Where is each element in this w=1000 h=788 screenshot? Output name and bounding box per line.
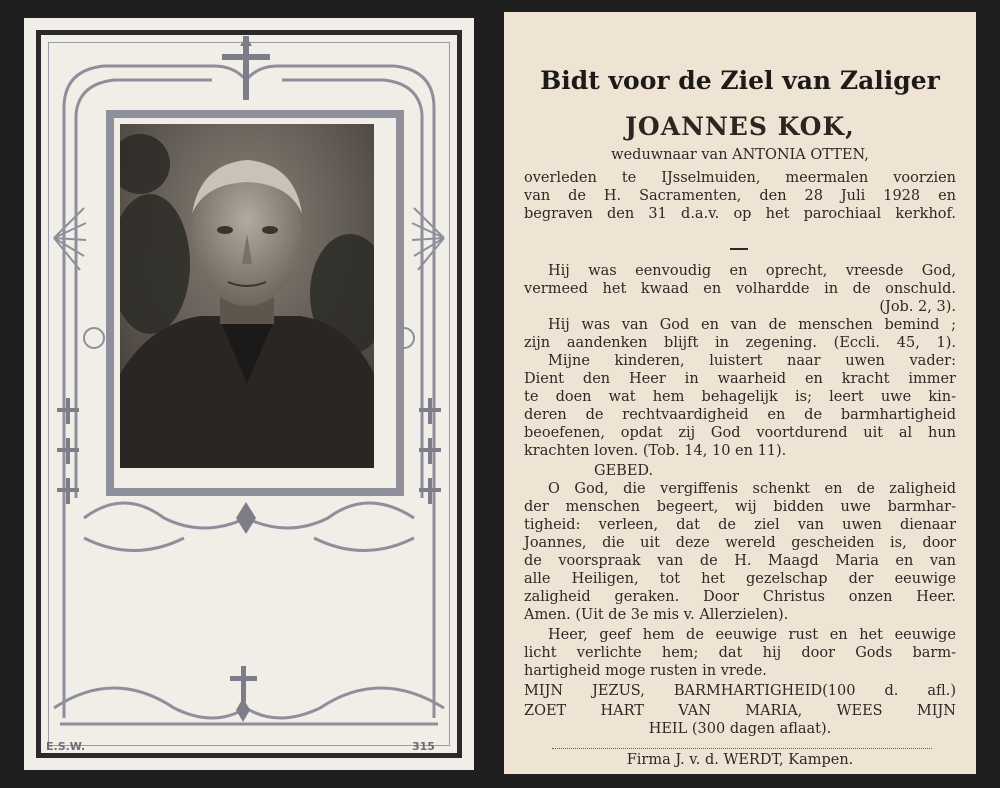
separator-dash <box>730 248 748 250</box>
text-line: zaligheid geraken. Door Christus onzen Heer. <box>524 589 956 605</box>
text-line: Mijne kinderen, luistert naar uwen vader: <box>548 353 956 369</box>
indulgence-line: ZOET HART VAN MARIA, WEES MIJN <box>524 703 956 719</box>
text-line: Hij was van God en van de menschen bemind ; <box>548 317 956 333</box>
card-title: Bidt voor de Ziel van Zaliger <box>540 66 940 95</box>
text-line: licht verlichte hem; dat hij door Gods barm- <box>524 645 956 661</box>
text-line: Heer, geef hem de eeuwige rust en het eeuwige <box>548 627 956 643</box>
text-line: krachten loven. (Tob. 14, 10 en 11). <box>524 443 787 459</box>
text-line: te doen wat hem behagelijk is; leert uwe kin- <box>524 389 956 405</box>
text-line: beoefenen, opdat zij God voortdurend uit al hun <box>524 425 956 441</box>
text-line: alle Heiligen, tot het gezelschap der eeuwige <box>524 571 956 587</box>
indulgence-line: HEIL (300 dagen aflaat). <box>648 721 832 737</box>
printer-footer: Firma J. v. d. WERDT, Kampen. <box>626 752 854 768</box>
text-line: begraven den 31 d.a.v. op het parochiaal kerkhof. <box>524 206 956 222</box>
text-line: (Job. 2, 3). <box>879 299 956 315</box>
deceased-name: JOANNES KOK, <box>625 112 855 141</box>
text-line: O God, die vergiffenis schenkt en de zaligheid <box>548 481 956 497</box>
portrait-photo <box>120 124 374 468</box>
memorial-card-back <box>504 12 976 774</box>
text-line: hartigheid moge rusten in vrede. <box>524 663 767 679</box>
text-line: overleden te IJsselmuiden, meermalen voorzien <box>524 170 956 186</box>
text-line: deren de rechtvaardigheid en de barmhartigheid <box>524 407 956 423</box>
text-line: Amen. (Uit de 3e mis v. Allerzielen). <box>524 607 789 623</box>
text-line: tigheid: verleen, dat de ziel van uwen dienaar <box>524 517 956 533</box>
footer-divider <box>552 748 932 749</box>
text-line: Hij was eenvoudig en oprecht, vreesde God, <box>548 263 956 279</box>
text-line: Joannes, die uit deze wereld gescheiden is, door <box>524 535 956 551</box>
text-line: der menschen begeert, wij bidden uwe barmhar- <box>524 499 956 515</box>
text-line: weduwnaar van ANTONIA OTTEN, <box>611 147 869 163</box>
printer-mark-left: E.S.W. <box>46 740 86 753</box>
text-line: van de H. Sacramenten, den 28 Juli 1928 en <box>524 188 956 204</box>
memorial-card-front <box>24 18 474 770</box>
text-line: Dient den Heer in waarheid en kracht immer <box>524 371 956 387</box>
text-line: vermeed het kwaad en volhardde in de onschuld. <box>524 281 956 297</box>
text-line: de voorspraak van de H. Maagd Maria en van <box>524 553 956 569</box>
printer-mark-right: 315 <box>412 740 435 753</box>
prayer-heading: GEBED. <box>594 463 654 479</box>
indulgence-line: MIJN JEZUS, BARMHARTIGHEID(100 d. afl.) <box>524 683 956 699</box>
text-line: zijn aandenken blijft in zegening. (Eccli. 45, 1). <box>524 335 956 351</box>
